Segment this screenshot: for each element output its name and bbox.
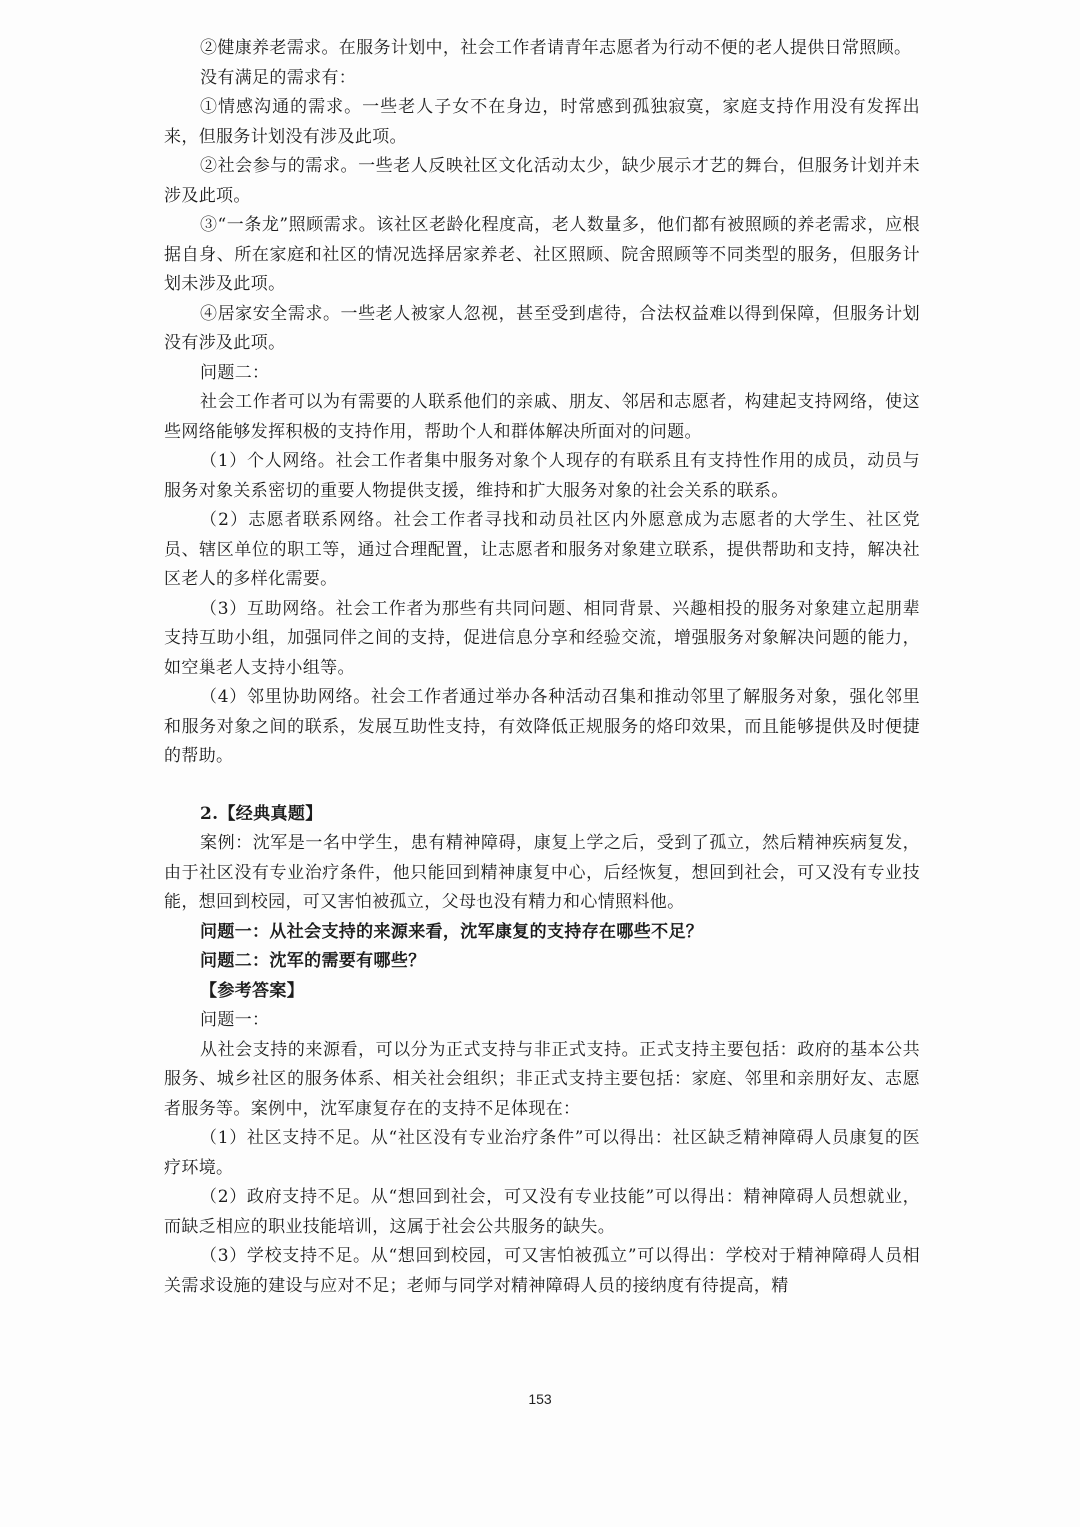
paragraph-health-care-need: ②健康养老需求。在服务计划中，社会工作者请青年志愿者为行动不便的老人提供日常照顾。 <box>200 38 912 58</box>
paragraph-question-two-label: 问题二： <box>200 362 270 383</box>
answer-government-support: （2）政府支持不足。从“想回到社会，可又没有专业技能”可以得出：精神障碍人员想就业，而缺乏相应的职业技能培训，这属于社会公共服务的缺失。 <box>164 1187 920 1237</box>
paragraph-support-network-intro: 社会工作者可以为有需要的人联系他们的亲戚、朋友、邻居和志愿者，构建起支持网络，使这些网络能够发挥积极的支持作用，帮助个人和群体解决所面对的问题。 <box>164 392 920 442</box>
answer-school-support: （3）学校支持不足。从“想回到校园，可又害怕被孤立”可以得出：学校对于精神障碍人员相关需求设施的建设与应对不足；老师与同学对精神障碍人员的接纳度有待提高，精 <box>164 1246 920 1296</box>
question-two: 问题二：沈军的需要有哪些？ <box>200 951 426 971</box>
paragraph-emotional-need: ①情感沟通的需求。一些老人子女不在身边，时常感到孤独寂寞，家庭支持作用没有发挥出来，但服务计划没有涉及此项。 <box>164 97 920 147</box>
paragraph-home-safety-need: ④居家安全需求。一些老人被家人忽视，甚至受到虐待，合法权益难以得到保障，但服务计划没有涉及此项。 <box>164 303 920 353</box>
paragraph-volunteer-network: （2）志愿者联系网络。社会工作者寻找和动员社区内外愿意成为志愿者的大学生、社区党员、辖区单位的职工等，通过合理配置，让志愿者和服务对象建立联系，提供帮助和支持，解决社区老人的多样化需要。 <box>164 510 920 589</box>
question-one: 问题一：从社会支持的来源来看，沈军康复的支持存在哪些不足？ <box>200 921 704 942</box>
answer-heading: 【参考答案】 <box>200 980 305 1001</box>
paragraph-neighbor-network: （4）邻里协助网络。社会工作者通过举办各种活动召集和推动邻里了解服务对象，强化邻里和服务对象之间的联系，发展互助性支持，有效降低正规服务的烙印效果，而且能够提供及时便捷的帮助。 <box>164 687 920 766</box>
document-page <box>164 34 920 1301</box>
answer-support-sources: 从社会支持的来源看，可以分为正式支持与非正式支持。正式支持主要包括：政府的基本公共服务、城乡社区的服务体系、相关社会组织；非正式支持主要包括：家庭、邻里和亲朋好友、志愿者服务等。案例中，沈军康复存在的支持不足体现在： <box>164 1039 920 1119</box>
section-heading: 2.【经典真题】 <box>200 803 323 824</box>
paragraph-one-stop-care-need: ③“一条龙”照顾需求。该社区老龄化程度高，老人数量多，他们都有被照顾的养老需求，应根据自身、所在家庭和社区的情况选择居家养老、社区照顾、院舍照顾等不同类型的服务，但服务计划未涉及此项。 <box>164 215 920 294</box>
section-spacer <box>164 772 920 800</box>
page-number: 153 <box>528 1391 552 1407</box>
case-description: 案例：沈军是一名中学生，患有精神障碍，康复上学之后，受到了孤立，然后精神疾病复发，由于社区没有专业治疗条件，他只能回到精神康复中心，后经恢复，想回到社会，可又没有专业技能，想回到校园，可又害怕被孤立，父母也没有精力和心情照料他。 <box>164 833 920 912</box>
answer-community-support: （1）社区支持不足。从“社区没有专业治疗条件”可以得出：社区缺乏精神障碍人员康复的医疗环境。 <box>164 1128 920 1178</box>
paragraph-personal-network: （1）个人网络。社会工作者集中服务对象个人现存的有联系且有支持性作用的成员，动员与服务对象关系密切的重要人物提供支援，维持和扩大服务对象的社会关系的联系。 <box>164 451 920 501</box>
paragraph-mutual-aid-network: （3）互助网络。社会工作者为那些有共同问题、相同背景、兴趣相投的服务对象建立起朋辈支持互助小组，加强同伴之间的支持，促进信息分享和经验交流，增强服务对象解决问题的能力，如空巢老人支持小组等。 <box>164 598 920 678</box>
paragraph-unmet-needs-intro: 没有满足的需求有： <box>200 67 357 88</box>
paragraph-social-participation-need: ②社会参与的需求。一些老人反映社区文化活动太少，缺少展示才艺的舞台，但服务计划并未涉及此项。 <box>164 156 920 206</box>
answer-question-one-label: 问题一： <box>200 1010 270 1030</box>
